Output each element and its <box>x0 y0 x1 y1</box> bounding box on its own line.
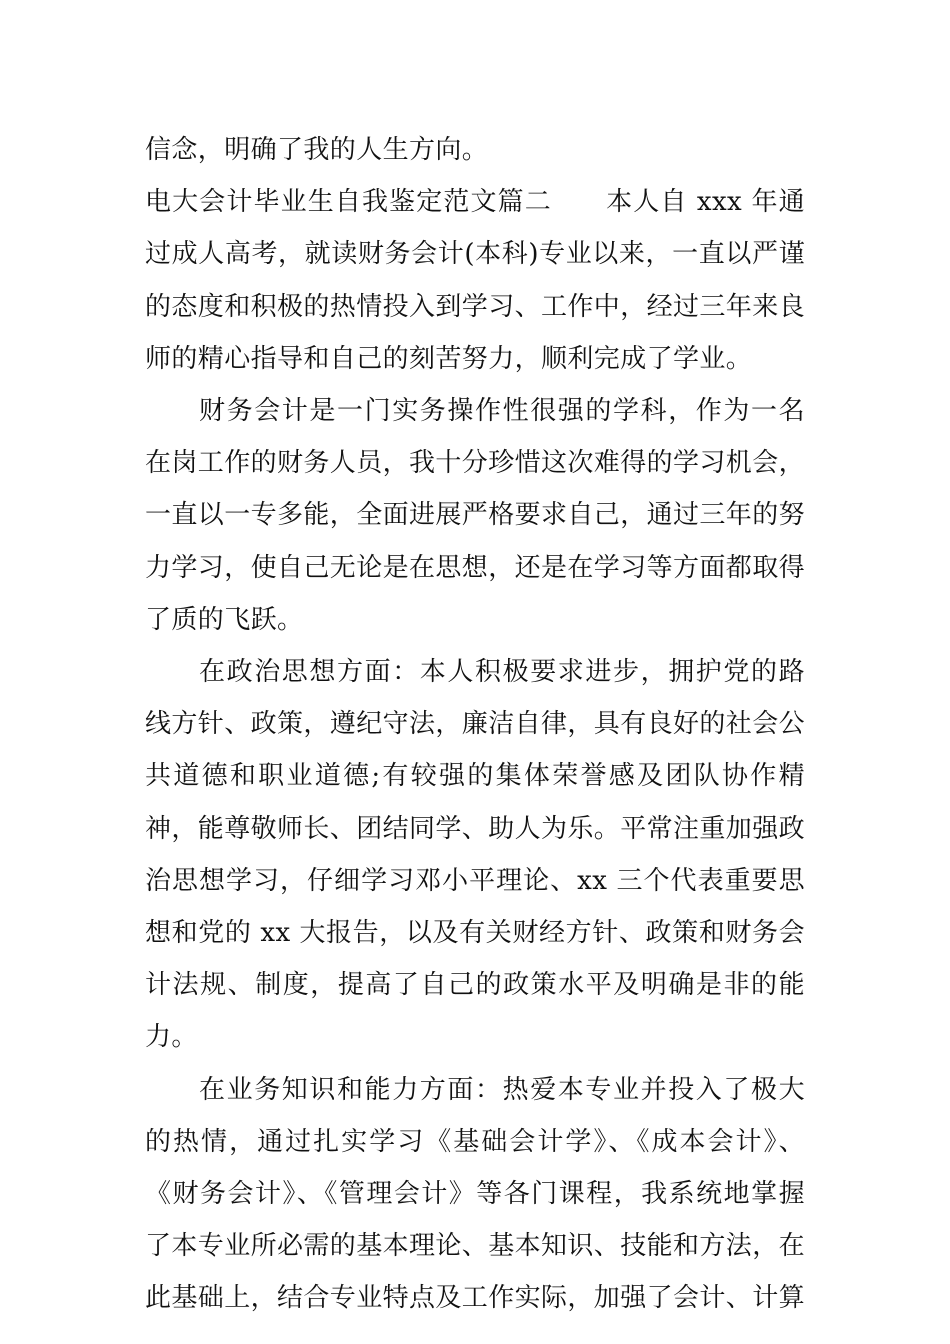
paragraph-accounting-study: 财务会计是一门实务操作性很强的学科，作为一名在岗工作的财务人员，我十分珍惜这次难得的学习机会，一直以一专多能，全面进展严格要求自己，通过三年的努力学习，使自己无论是在思想，还是在学习等方面都取得了质的飞跃。 <box>145 396 806 635</box>
document-page <box>145 124 805 1325</box>
paragraph-political-thought: 在政治思想方面：本人积极要求进步，拥护党的路线方针、政策，遵纪守法，廉洁自律，具有良好的社会公共道德和职业道德;有较强的集体荣誉感及团队协作精神，能尊敬师长、团结同学、助人为乐。平常注重加强政治思想学习，仔细学习邓小平理论、xx 三个代表重要思想和党的 xx 大报告，以及有关财经方针、政策和财务会计法规、制度，提高了自己的政策水平及明确是非的能力。 <box>145 657 806 1053</box>
paragraph-continuation: 信念，明确了我的人生方向。 <box>145 135 489 165</box>
paragraph-intro: 电大会计毕业生自我鉴定范文篇二 本人自 xxx 年通过成人高考，就读财务会计(本科)专业以来，一直以严谨的态度和积极的热情投入到学习、工作中，经过三年来良师的精心指导和自己的刻苦努力，顺利完成了学业。 <box>145 187 806 374</box>
paragraph-professional-knowledge: 在业务知识和能力方面：热爱本专业并投入了极大的热情，通过扎实学习《基础会计学》、《成本会计》、《财务会计》、《管理会计》等各门课程，我系统地掌握了本专业所必需的基本理论、基本知识、技能和方法，在此基础上，结合专业特点及工作实际，加强了会计、计算 <box>145 1074 806 1314</box>
